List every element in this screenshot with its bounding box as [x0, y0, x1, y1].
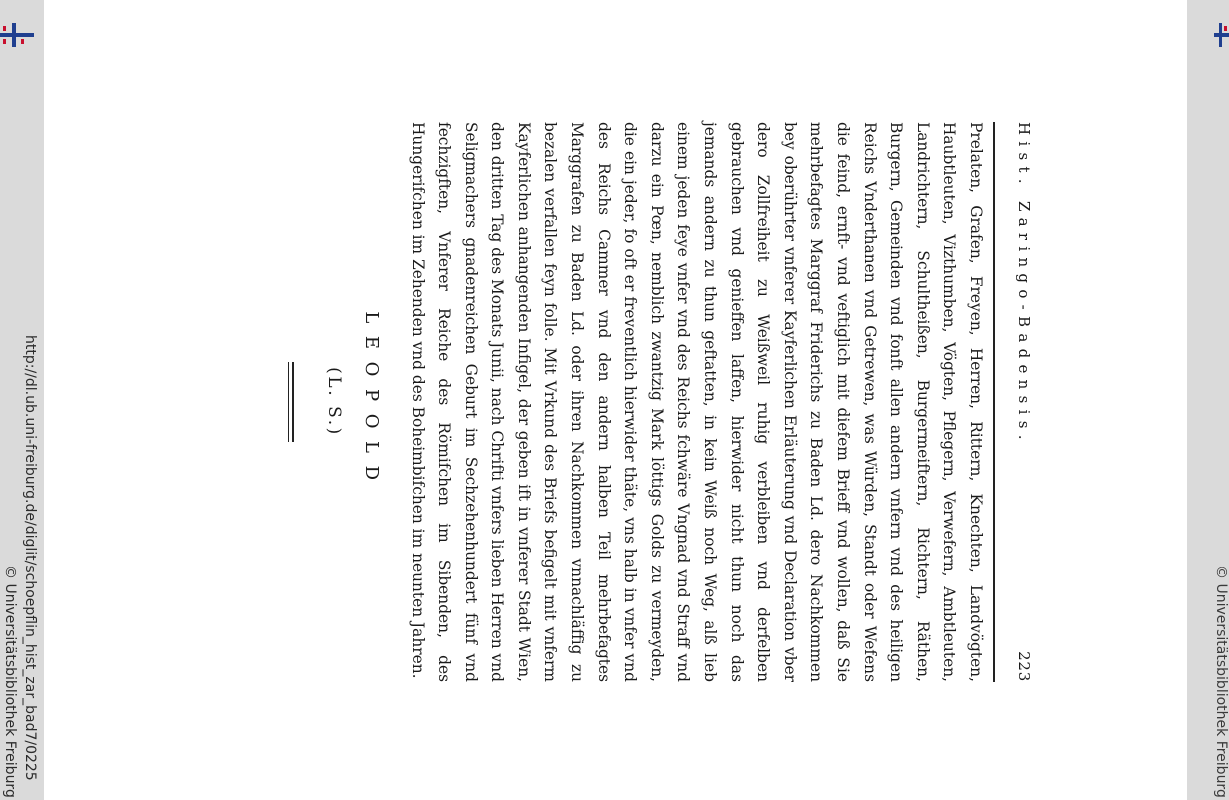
body-paragraph: Prelaten, Grafen, Freyen, Herren, Rittern, Knechten, Landvögten, Haubtleuten, Vizthumben, Vögten, Pflegern, Verwefern, Ambtleuten, Landrichtern, Schultheißen, Burgermeiftern, Richtern, Räthen, Burgern, Gemeinden vnd fonft allen andern vnfern vnd des heiligen Reichs Vnderthanen vnd Getrewen, was Würden, Standt oder Wefens die feind, ernft- vnd veftiglich mit diefem Brieff vnd wollen, daß Sie mehrbefagtes Marggraf Friderichs zu Baden Ld. dero Nachkommen bey oberührter vnferer Kayferlichen Erläuterung vnd Declaration vber dero Zollfreiheit zu Weißweil ruhig verbleiben vnd derfelben gebrauchen vnd genieffen laffen, hierwider nicht thun noch das jemands andern zu thun geftatten, in kein Weiß noch Weg, alß lieb einem jeden feye vnfer vnd des Reichs fchwäre Vngnad vnd Straff vnd darzu ein Pœn, nemblich zwantzig Mark löttigs Golds zu vermeyden, die ein jeder, fo oft er freventlich hierwider thäte, vns halb in vnfer vnd des Reichs Cammer vnd den andern halben Teil mehrbefagtes Marggrafen zu Baden Ld. oder ihren Nachkommen vnnachläffig zu bezalen verfallen feyn folle. Mit Vrkund des Briefs befigelt mit vnferm Kayferlichen anhangenden Infigel, der geben ift in vnferer Stadt Wien, den dritten Tag des Monats Junii, nach Chrifti vnfers lieben Herren vnd Seligmachers gnadenreichen Geburt im Sechzehenhundert fünf vnd fechzigften, Vnferer Reiche des Römifchen im Sibenden, des Hungerifchen im Zehenden vnd des Boheimbifchen im neunten Jahren. [408, 122, 985, 682]
running-header [1003, 122, 1033, 682]
signature: LEOPOLD [360, 311, 382, 493]
running-head-title: Hist. Zaringo-Badensis. [1015, 122, 1033, 446]
copyright-notice-mirror: © Universitätsbibliothek Freiburg [1213, 565, 1229, 798]
seal-mark: (L. S.) [323, 367, 344, 437]
page-number: 223 [1015, 651, 1033, 682]
document-body [404, 122, 989, 682]
document-content [323, 122, 1033, 682]
library-logo-icon [1214, 20, 1229, 50]
copyright-notice: © Universitätsbibliothek Freiburg [2, 565, 18, 798]
page-permalink[interactable]: http://dl.ub.uni-freiburg.de/diglit/schoepflin_hist_zar_bad7/0225 [22, 335, 38, 781]
header-rule [993, 122, 995, 682]
end-ornament-rule [288, 362, 294, 442]
library-logo-icon [0, 20, 40, 50]
